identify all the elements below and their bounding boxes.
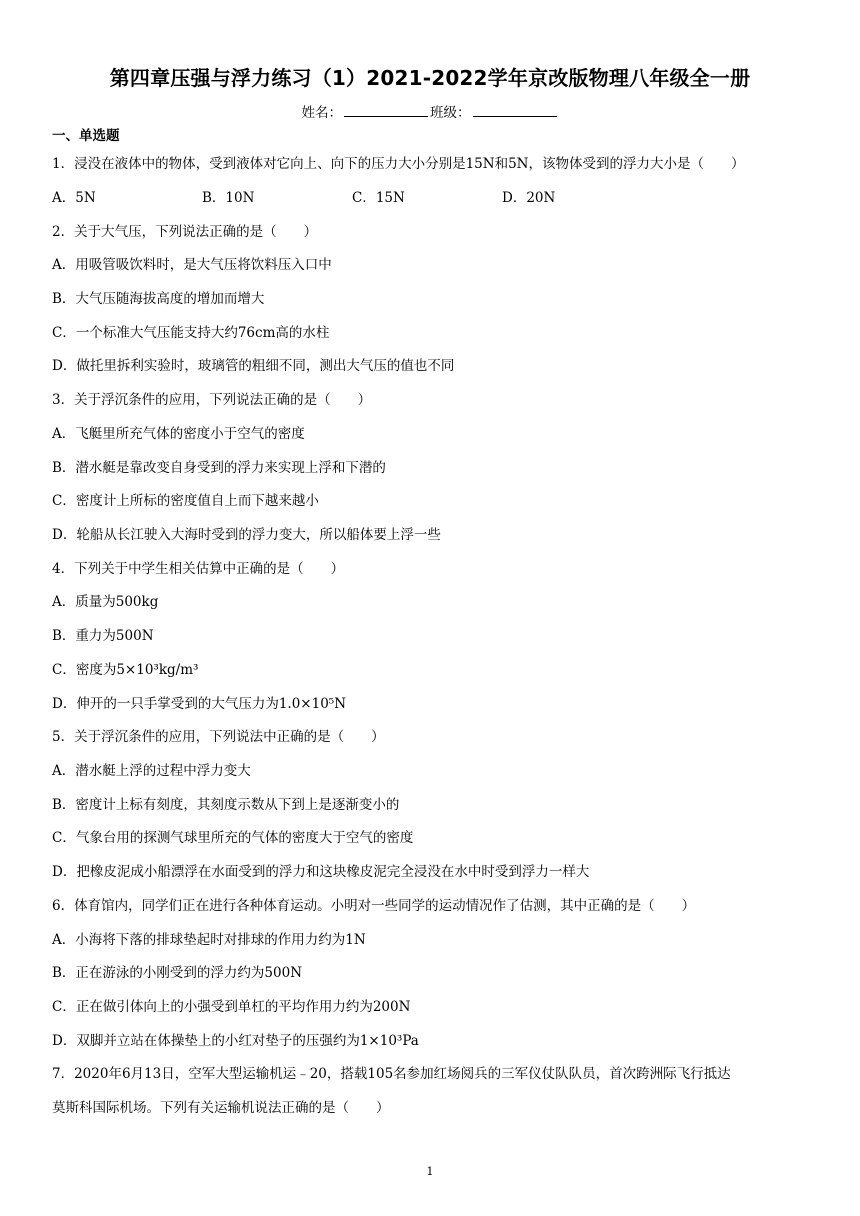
name-blank (344, 104, 428, 117)
option-a: A．质量为500kg (52, 594, 159, 610)
option-c: C．密度计上所标的密度值自上而下越来越小 (52, 493, 319, 509)
option-b: B．正在游泳的小刚受到的浮力约为500N (52, 965, 303, 981)
student-info-line (0, 101, 860, 121)
option-a: A．飞艇里所充气体的密度小于空气的密度 (52, 426, 305, 442)
page-number: 1 (426, 1165, 434, 1178)
question-7-stem-line2: 莫斯科国际机场。下列有关运输机说法正确的是（ ） (52, 1100, 390, 1116)
option-b: B．重力为500N (52, 628, 154, 644)
class-blank (473, 104, 557, 117)
option-d: D．双脚并立站在体操垫上的小红对垫子的压强约为1×10³Pa (52, 1033, 419, 1049)
option-c: C．气象台用的探测气球里所充的气体的密度大于空气的密度 (52, 830, 414, 846)
option-c: C．15N (352, 190, 405, 206)
option-b: B．大气压随海拔高度的增加而增大 (52, 291, 265, 307)
option-c: C．一个标准大气压能支持大约76cm高的水柱 (52, 325, 330, 341)
option-a: A．小海将下落的排球垫起时对排球的作用力约为1N (52, 932, 366, 948)
section-heading: 一、单选题 (52, 128, 120, 144)
question-7-stem-line1: 7．2020年6月13日，空军大型运输机运﹣20，搭载105名参加红场阅兵的三军仪仗队队员，首次跨洲际飞行抵达 (52, 1066, 731, 1082)
question-4-stem: 4．下列关于中学生相关估算中正确的是（ ） (52, 561, 345, 577)
option-a: A．用吸管吸饮料时，是大气压将饮料压入口中 (52, 257, 332, 273)
option-a: A．潜水艇上浮的过程中浮力变大 (52, 763, 251, 779)
class-label: 班级： (430, 105, 471, 121)
question-6-stem: 6．体育馆内，同学们正在进行各种体育运动。小明对一些同学的运动情况作了估测，其中正确的是（ ） (52, 898, 696, 914)
option-d: D．轮船从长江驶入大海时受到的浮力变大，所以船体要上浮一些 (52, 527, 441, 543)
question-1-options (52, 186, 812, 206)
option-d: D．20N (502, 190, 556, 206)
option-d: D．伸开的一只手掌受到的大气压力为1.0×10⁵N (52, 696, 347, 712)
question-3-stem: 3．关于浮沉条件的应用，下列说法正确的是（ ） (52, 392, 372, 408)
option-d: D．做托里拆利实验时，玻璃管的粗细不同，测出大气压的值也不同 (52, 358, 455, 374)
option-d: D．把橡皮泥成小船漂浮在水面受到的浮力和这块橡皮泥完全浸没在水中时受到浮力一样大 (52, 864, 590, 880)
option-b: B．潜水艇是靠改变自身受到的浮力来实现上浮和下潜的 (52, 460, 386, 476)
option-c: C．正在做引体向上的小强受到单杠的平均作用力约为200N (52, 999, 411, 1015)
page-title: 第四章压强与浮力练习（1）2021-2022学年京改版物理八年级全一册 (109, 66, 751, 90)
option-a: A．5N (52, 190, 96, 206)
question-2-stem: 2．关于大气压，下列说法正确的是（ ） (52, 224, 318, 240)
question-1-stem: 1．浸没在液体中的物体，受到液体对它向上、向下的压力大小分别是15N和5N，该物体受到的浮力大小是（ ） (52, 156, 745, 172)
option-b: B．密度计上标有刻度，其刻度示数从下到上是逐渐变小的 (52, 797, 400, 813)
option-b: B．10N (202, 190, 255, 206)
option-c: C．密度为5×10³kg/m³ (52, 662, 199, 678)
question-5-stem: 5．关于浮沉条件的应用，下列说法中正确的是（ ） (52, 729, 385, 745)
name-label: 姓名： (301, 105, 342, 121)
